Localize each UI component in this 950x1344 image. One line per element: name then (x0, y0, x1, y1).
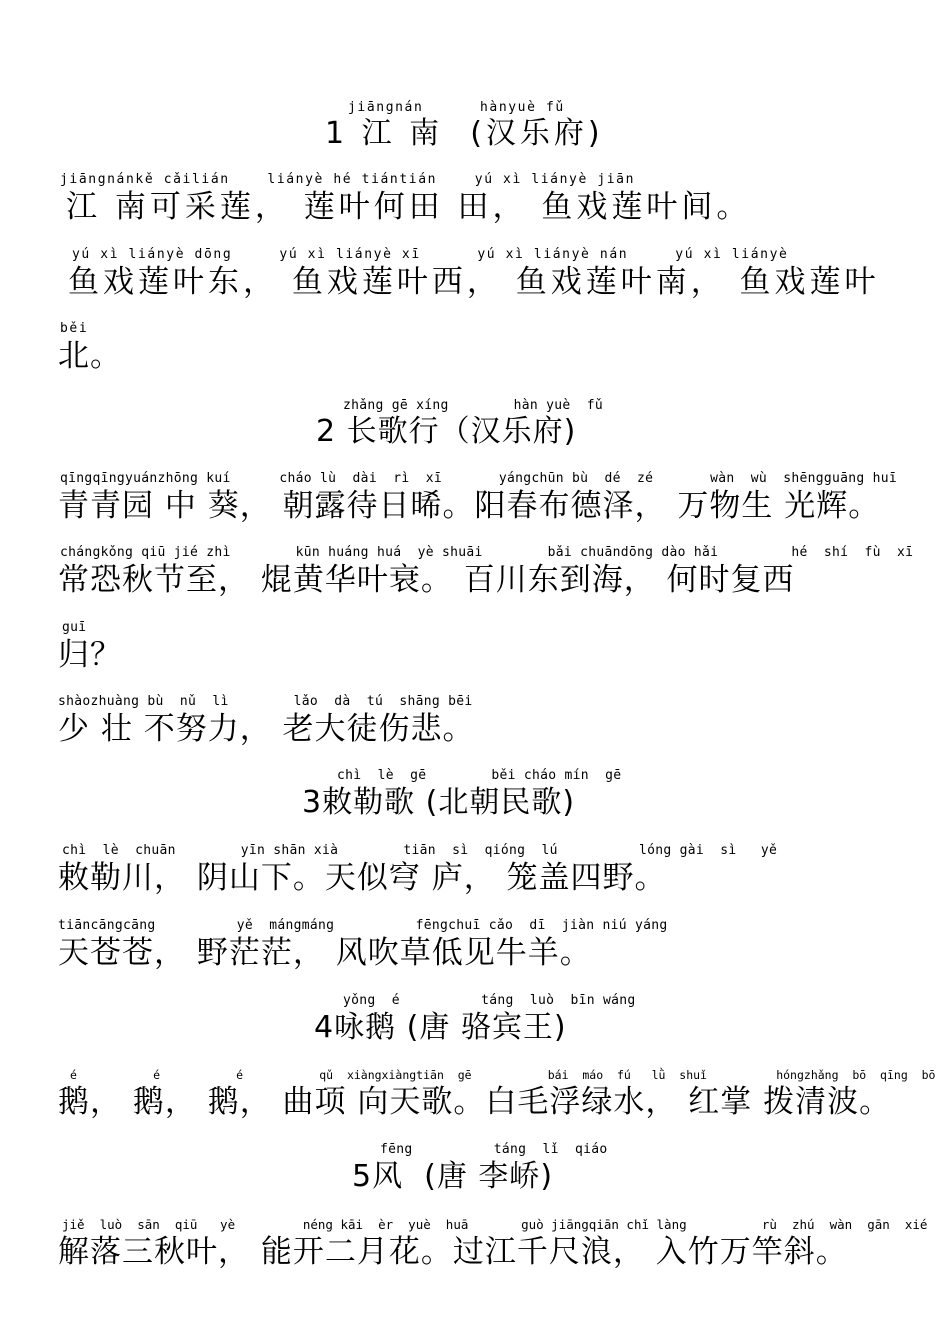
line-pinyin: jiě luò sān qiū yè néng kāi èr yuè huā guò jiāngqiān chǐ làng rù zhú wàn gān xié (62, 1217, 928, 1232)
poem-title-pinyin: fēng táng lǐ qiáo (380, 1142, 608, 1157)
poem-title: 2 长歌行（汉乐府) (316, 414, 577, 449)
line-pinyin: jiāngnánkě cǎilián liányè hé tiántián yú xì liányè jiān (60, 172, 636, 187)
poem-title: 1 江 南 (汉乐府) (325, 116, 604, 151)
line-text: 归？ (58, 637, 122, 673)
line-pinyin: chángkǒng qiū jié zhì kūn huáng huá yè shuāi bǎi chuāndōng dào hǎi hé shí fù xī (60, 545, 914, 560)
poem-title: 5风 (唐 李峤) (352, 1159, 554, 1194)
line-text: 青青园 中 葵， 朝露待日晞。阳春布德泽， 万物生 光辉。 (58, 488, 881, 524)
line-text: 鹅， 鹅， 鹅， 曲项 向天歌。白毛浮绿水， 红掌 拨清波。 (58, 1084, 892, 1120)
poem-title: 4咏鹅 (唐 骆宾王) (314, 1010, 567, 1045)
poem-title-pinyin: jiāngnán hànyuè fǔ (348, 100, 565, 115)
line-pinyin: guī (62, 620, 87, 635)
poem-title-pinyin: zhǎng gē xíng hàn yuè fǔ (343, 398, 604, 413)
line-text: 天苍苍， 野茫茫， 风吹草低见牛羊。 (58, 935, 592, 971)
line-pinyin: shàozhuàng bù nǔ lì lǎo dà tú shāng bēi (58, 694, 473, 709)
line-text: 北。 (58, 338, 122, 374)
line-pinyin: tiāncāngcāng yě mángmáng fēngchuī cǎo dī jiàn niú yáng (58, 918, 668, 933)
line-text: 江 南可采莲， 莲叶何田 田， 鱼戏莲叶间。 (66, 189, 752, 225)
poem-title: 3敕勒歌 (北朝民歌) (302, 785, 576, 820)
line-text: 敕勒川， 阴山下。天似穹 庐， 笼盖四野。 (58, 860, 667, 896)
poem-title-pinyin: chì lè gē běi cháo mín gē (337, 768, 622, 783)
line-text: 鱼戏莲叶东， 鱼戏莲叶西， 鱼戏莲叶南， 鱼戏莲叶 (68, 264, 880, 300)
line-text: 常恐秋节至， 焜黄华叶衰。 百川东到海， 何时复西 (58, 562, 795, 598)
line-pinyin: chì lè chuān yīn shān xià tiān sì qióng lú lóng gài sì yě (62, 843, 778, 858)
line-pinyin: é é é qǔ xiàngxiàngtiān gē bái máo fú lǜ shuǐ hóngzhǎng bō qīng bō (70, 1068, 936, 1082)
line-pinyin: yú xì liányè dōng yú xì liányè xī yú xì liányè nán yú xì liányè (72, 247, 789, 262)
line-text: 少 壮 不努力， 老大徒伤悲。 (58, 711, 475, 747)
line-pinyin: qīngqīngyuánzhōng kuí cháo lù dài rì xī yángchūn bù dé zé wàn wù shēngguāng huī (60, 471, 898, 486)
line-text: 解落三秋叶， 能开二月花。过江千尺浪， 入竹万竿斜。 (58, 1234, 848, 1270)
line-pinyin: běi (60, 321, 89, 336)
poem-title-pinyin: yǒng é táng luò bīn wáng (343, 993, 636, 1008)
